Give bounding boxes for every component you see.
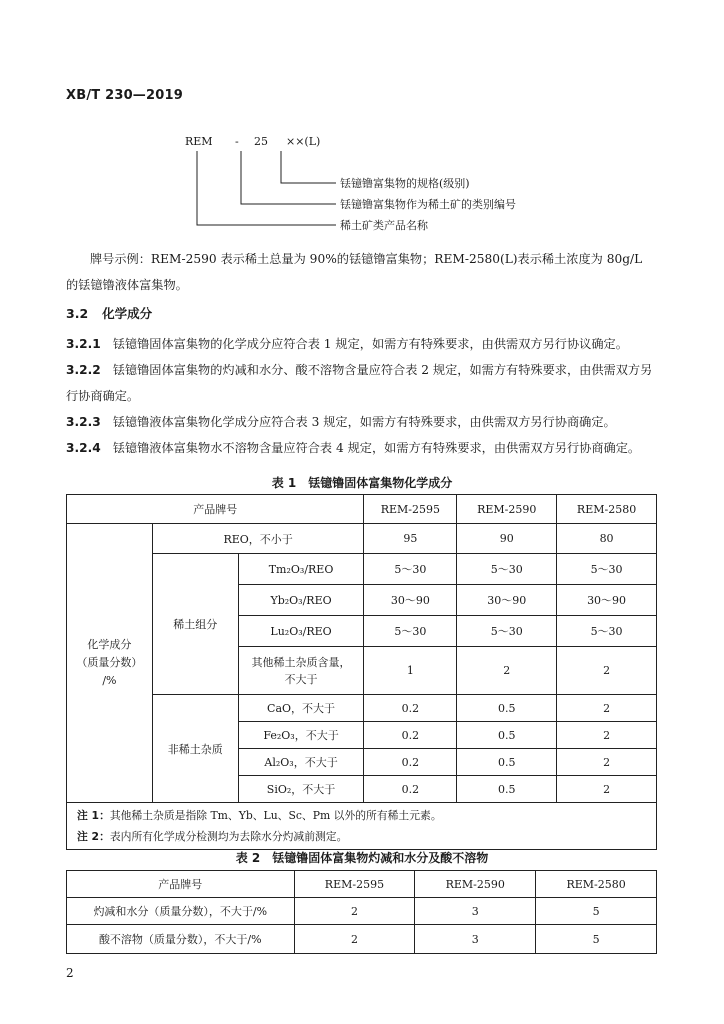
clause-3-2-4 — [66, 435, 658, 461]
clause-text: 铥镱镥固体富集物的灼减和水分、酸不溶物含量应符合表 2 规定，如需方有特殊要求，由供需双方另行协商确定。 — [66, 363, 653, 403]
cell: 5～30 — [364, 554, 457, 585]
grade-header: REM-2590 — [457, 495, 557, 524]
row-label: 灼减和水分（质量分数），不大于/% — [67, 898, 295, 925]
cell: 2 — [557, 695, 657, 722]
clause-number: 3.2.3 — [66, 415, 101, 429]
clause-number: 3.2.2 — [66, 363, 101, 377]
cell: 2 — [557, 749, 657, 776]
table-row — [67, 898, 657, 925]
table-row — [67, 695, 657, 722]
cell: 0.5 — [457, 695, 557, 722]
cell: 30～90 — [364, 585, 457, 616]
note-1 — [77, 805, 646, 826]
cell: 5 — [536, 925, 657, 954]
code-prefix: REM — [185, 135, 213, 148]
note-label: 注 2： — [77, 830, 110, 843]
clause-text: 铥镱镥液体富集物水不溶物含量应符合表 4 规定，如需方有特殊要求，由供需双方另行协商确定。 — [112, 441, 641, 455]
grade-header: REM-2595 — [294, 871, 415, 898]
clause-text: 铥镱镥固体富集物的化学成分应符合表 1 规定，如需方有特殊要求，由供需双方另行协议确定。 — [112, 337, 628, 351]
table1-notes-row — [67, 803, 657, 850]
standard-code: XB/T 230—2019 — [66, 88, 183, 103]
row-label: SiO₂，不大于 — [238, 776, 364, 803]
cell: 5～30 — [457, 616, 557, 647]
table1-header-row — [67, 495, 657, 524]
cell: 5～30 — [557, 616, 657, 647]
section-number: 3.2 — [66, 306, 89, 321]
code-suffix: ××(L) — [286, 135, 321, 148]
table-row — [67, 925, 657, 954]
table1 — [66, 494, 657, 850]
clause-text: 铥镱镥液体富集物化学成分应符合表 3 规定，如需方有特殊要求，由供需双方另行协商确定。 — [112, 415, 616, 429]
label-category: 铥镱镥富集物作为稀土矿的类别编号 — [340, 198, 516, 211]
table1-header-label: 产品牌号 — [67, 495, 364, 524]
cell: 2 — [294, 898, 415, 925]
clause-3-2-1 — [66, 331, 658, 357]
clause-number: 3.2.4 — [66, 441, 101, 455]
cell: 2 — [294, 925, 415, 954]
note-2 — [77, 826, 646, 847]
label-grade: 铥镱镥富集物的规格(级别) — [340, 177, 470, 190]
clause-number: 3.2.1 — [66, 337, 101, 351]
table-row — [67, 524, 657, 554]
table1-notes — [67, 803, 657, 850]
code-dash: - — [235, 135, 239, 148]
clause-3-2-3 — [66, 409, 658, 435]
code-number: 25 — [254, 135, 268, 148]
cell: 95 — [364, 524, 457, 554]
cell: 0.2 — [364, 722, 457, 749]
table-row — [67, 554, 657, 585]
cell: 0.5 — [457, 776, 557, 803]
cell: 2 — [557, 647, 657, 695]
grade-code-diagram — [0, 0, 724, 250]
cell: 0.2 — [364, 776, 457, 803]
cell: 3 — [415, 898, 536, 925]
row-label: Fe₂O₃，不大于 — [238, 722, 364, 749]
cell: 5～30 — [364, 616, 457, 647]
grade-header: REM-2580 — [557, 495, 657, 524]
table1-caption: 表 1 铥镱镥固体富集物化学成分 — [271, 476, 453, 490]
grade-header: REM-2595 — [364, 495, 457, 524]
label-product: 稀土矿类产品名称 — [340, 219, 428, 232]
nonre-group-label: 非稀土杂质 — [152, 695, 238, 803]
cell: 5～30 — [557, 554, 657, 585]
cell: 0.5 — [457, 722, 557, 749]
clause-3-2-2 — [66, 357, 658, 409]
cell: 3 — [415, 925, 536, 954]
row-label: Tm₂O₃/REO — [238, 554, 364, 585]
cell: 30～90 — [557, 585, 657, 616]
cell: 0.5 — [457, 749, 557, 776]
cell: 1 — [364, 647, 457, 695]
section-heading — [66, 304, 152, 322]
cell: 0.2 — [364, 695, 457, 722]
cell: 80 — [557, 524, 657, 554]
row-label: Al₂O₃，不大于 — [238, 749, 364, 776]
row-label: CaO，不大于 — [238, 695, 364, 722]
row-label: 其他稀土杂质含量， 不大于 — [238, 647, 364, 695]
table2-header-row — [67, 871, 657, 898]
note-label: 注 1： — [77, 809, 110, 822]
grade-header: REM-2580 — [536, 871, 657, 898]
cell: 2 — [557, 776, 657, 803]
table2 — [66, 870, 657, 954]
cell: 2 — [557, 722, 657, 749]
table2-caption: 表 2 铥镱镥固体富集物灼减和水分及酸不溶物 — [235, 851, 489, 865]
row-label: REO，不小于 — [152, 524, 364, 554]
row-label: 酸不溶物（质量分数），不大于/% — [67, 925, 295, 954]
re-group-label: 稀土组分 — [152, 554, 238, 695]
cell: 5～30 — [457, 554, 557, 585]
note-text: 表内所有化学成分检测均为去除水分灼减前测定。 — [109, 830, 348, 843]
cell: 2 — [457, 647, 557, 695]
section-title: 化学成分 — [102, 306, 153, 321]
cell: 90 — [457, 524, 557, 554]
composition-group-label: 化学成分 （质量分数） /% — [67, 524, 153, 803]
cell: 0.2 — [364, 749, 457, 776]
cell: 30～90 — [457, 585, 557, 616]
cell: 5 — [536, 898, 657, 925]
bracket-lines — [197, 151, 336, 225]
table2-header-label: 产品牌号 — [67, 871, 295, 898]
row-label: Yb₂O₃/REO — [238, 585, 364, 616]
grade-header: REM-2590 — [415, 871, 536, 898]
note-text: 其他稀土杂质是指除 Tm、Yb、Lu、Sc、Pm 以外的所有稀土元素。 — [109, 809, 442, 822]
page-number: 2 — [66, 966, 74, 980]
example-paragraph: 牌号示例：REM-2590 表示稀土总量为 90%的铥镱镥富集物；REM-2580(L)表示稀土浓度为 80g/L 的铥镱镥液体富集物。 — [66, 252, 643, 292]
row-label: Lu₂O₃/REO — [238, 616, 364, 647]
